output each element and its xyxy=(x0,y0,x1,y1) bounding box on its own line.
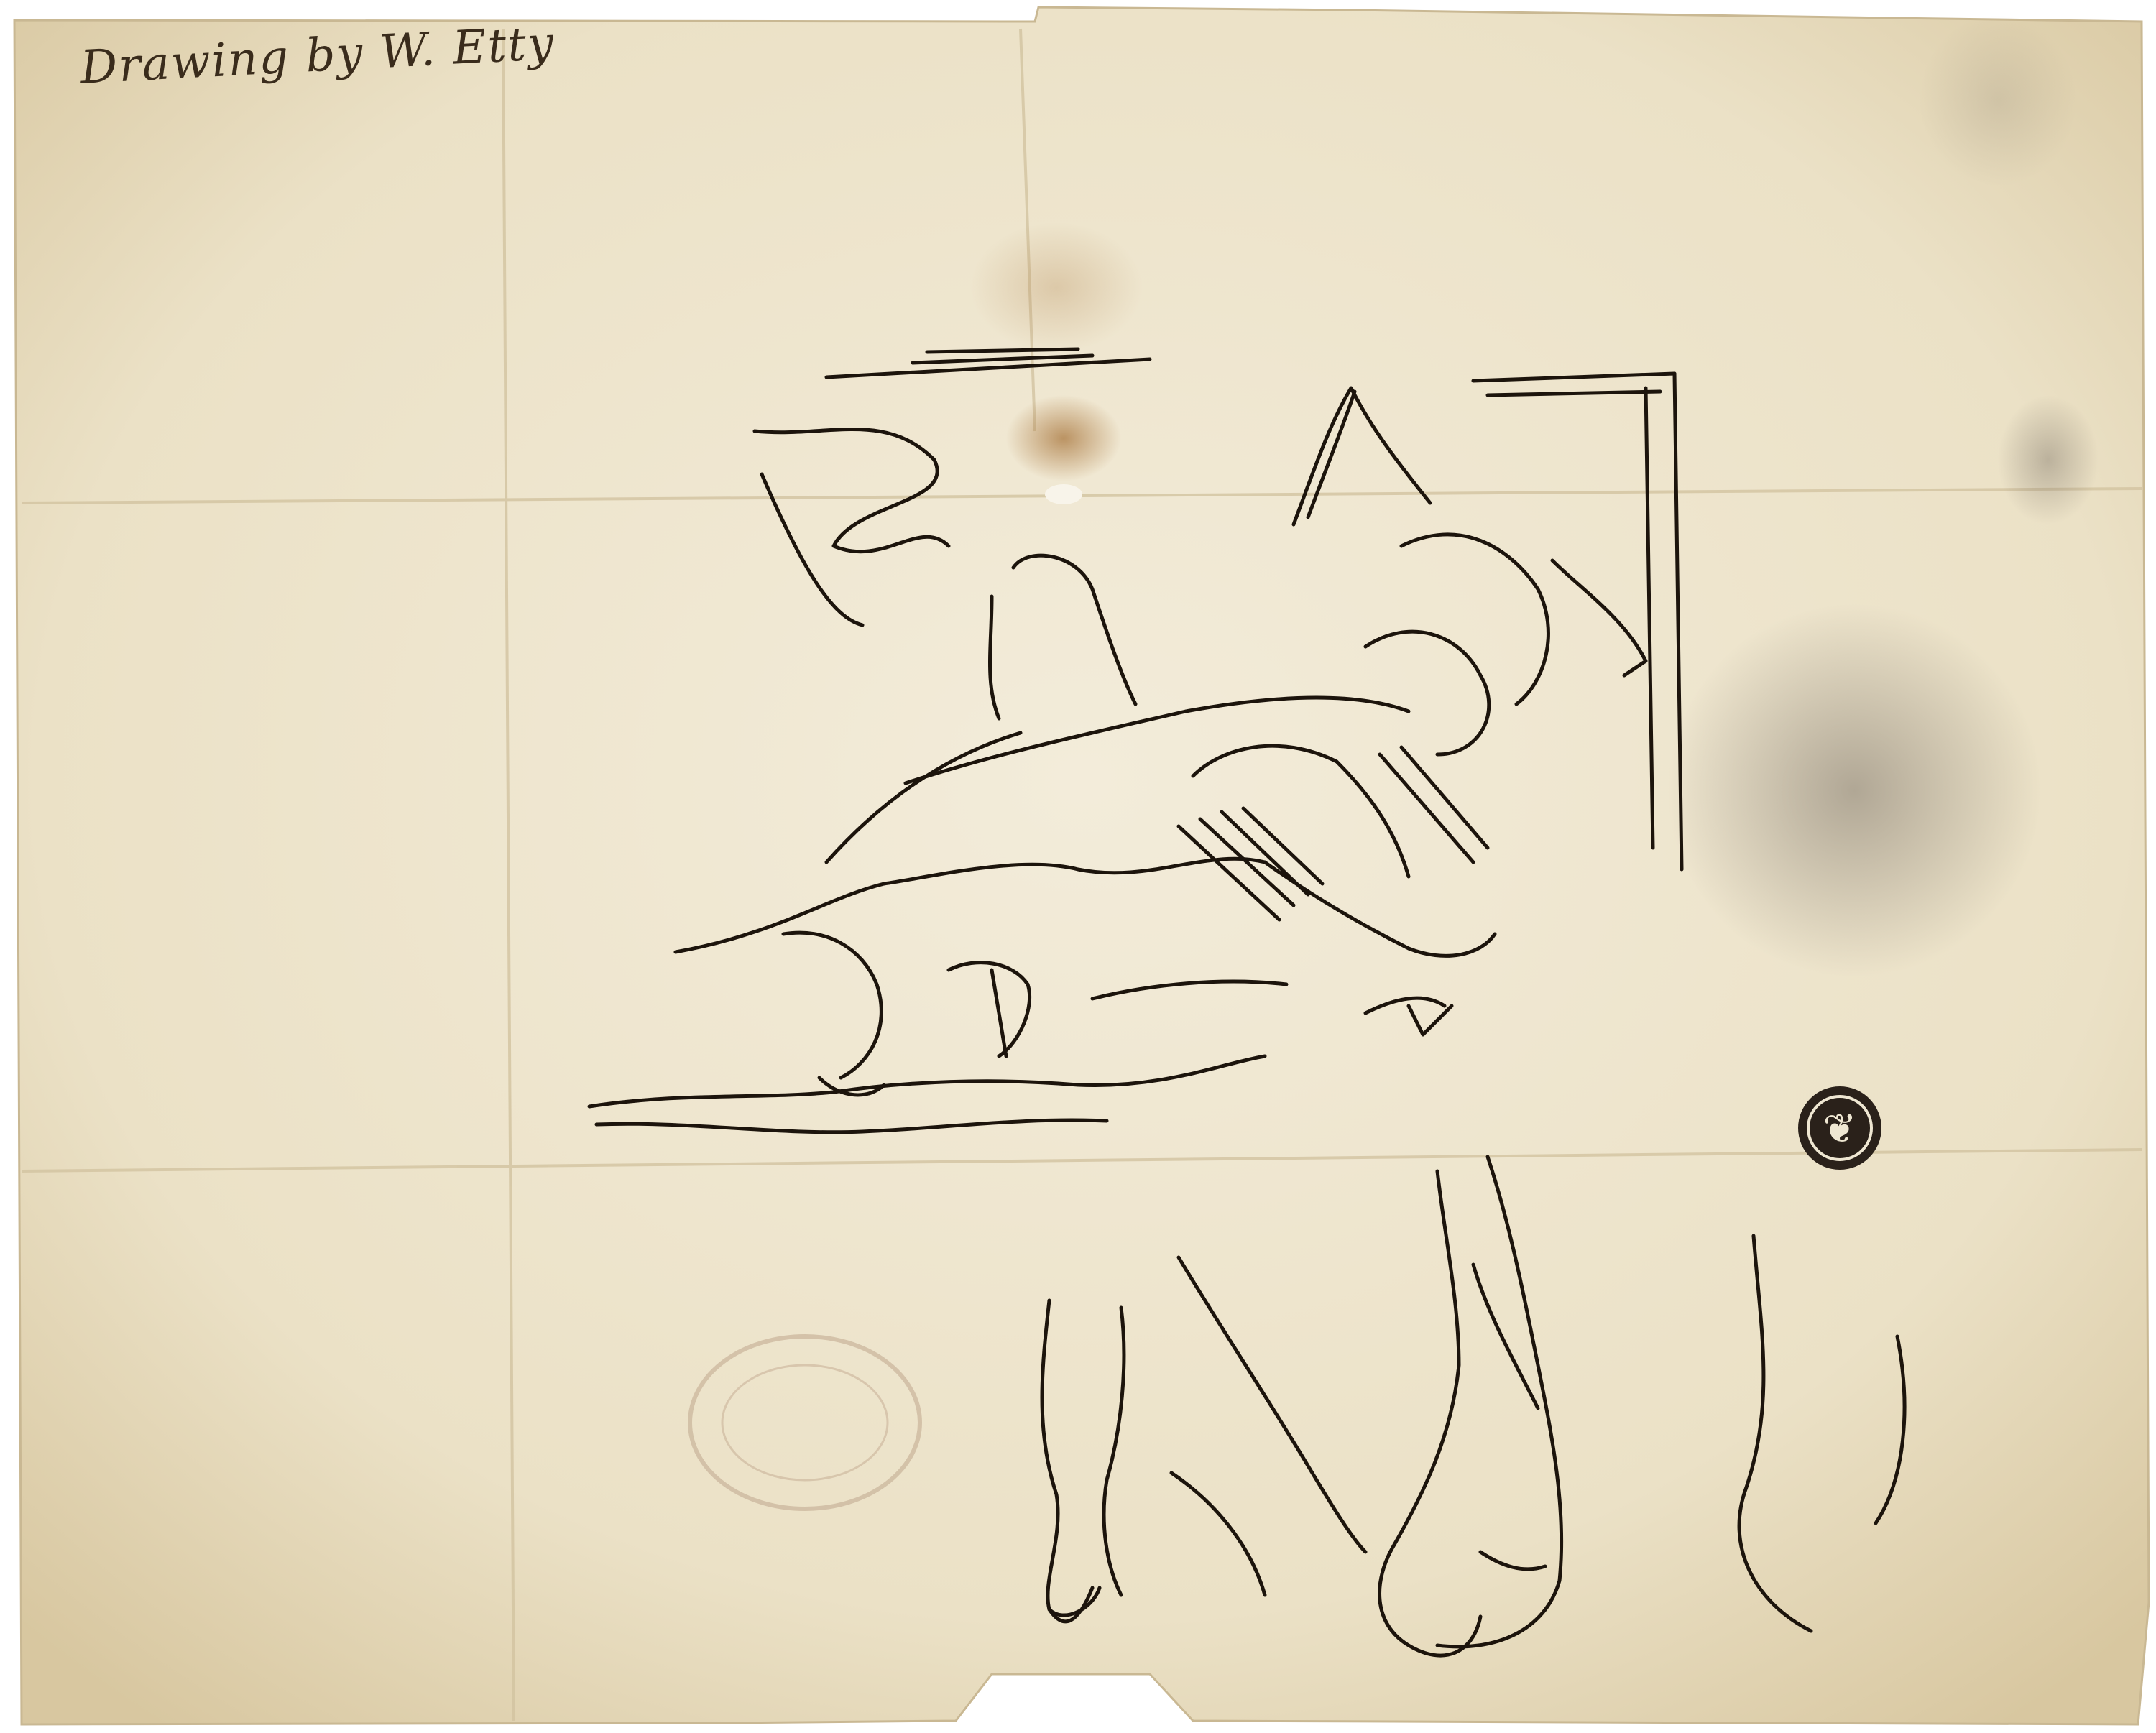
collector-stamp-mark: ❦ xyxy=(1823,1106,1857,1152)
handwritten-inscription: Drawing by W. Etty xyxy=(79,17,556,95)
